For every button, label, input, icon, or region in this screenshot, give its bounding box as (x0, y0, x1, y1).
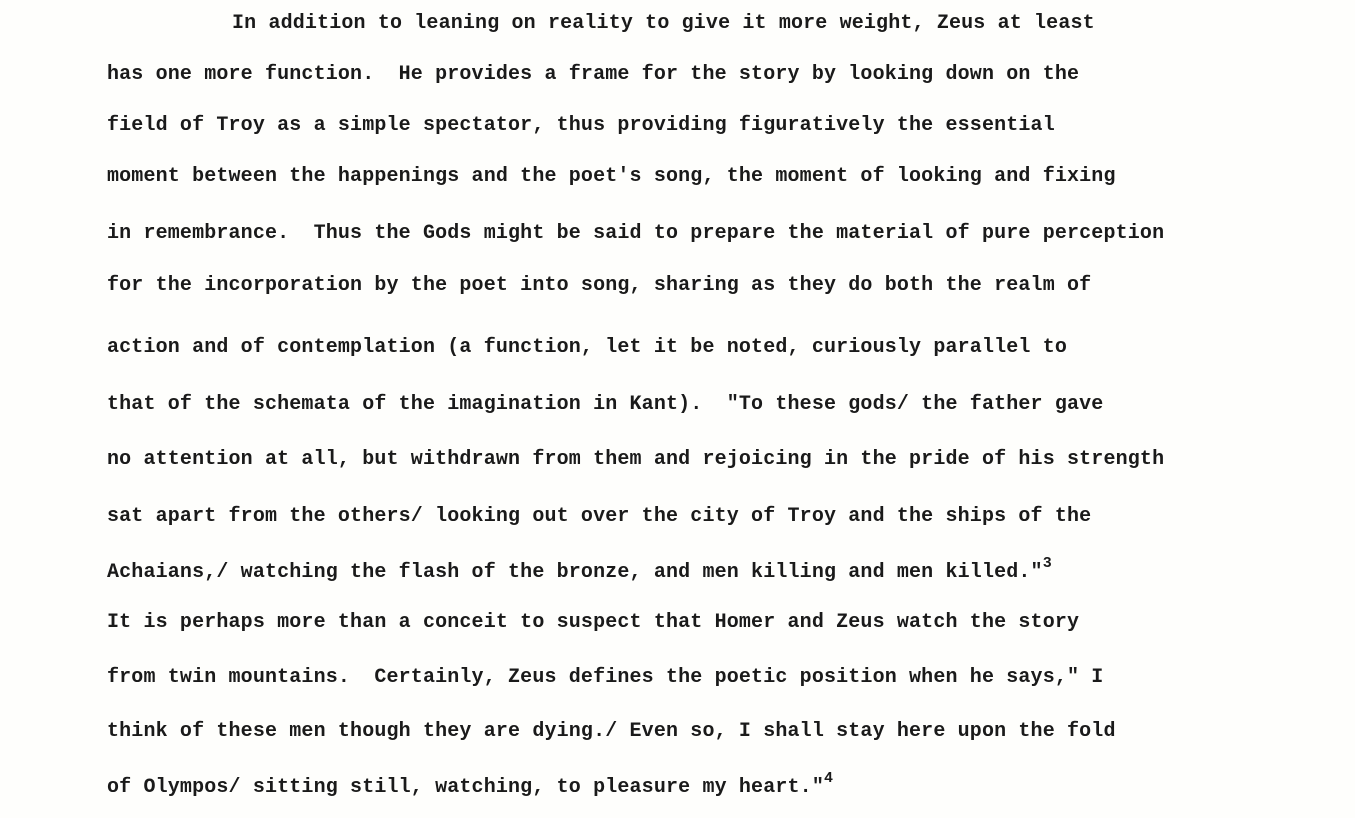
footnote-marker-3: 3 (1042, 555, 1052, 572)
text-line-7: action and of contemplation (a function, let it be noted, curiously parallel to (107, 336, 1068, 359)
text-line-15-text: of Olympos/ sitting still, watching, to pleasure my heart." (107, 776, 824, 799)
text-line-1: In addition to leaning on reality to give it more weight, Zeus at least (232, 12, 1095, 35)
text-line-2: has one more function. He provides a frame for the story by looking down on the (107, 63, 1080, 86)
text-line-13: from twin mountains. Certainly, Zeus defines the poetic position when he says," I (107, 666, 1104, 689)
text-line-6: for the incorporation by the poet into song, sharing as they do both the realm of (107, 274, 1092, 297)
text-line-9: no attention at all, but withdrawn from them and rejoicing in the pride of his strength (107, 448, 1165, 471)
text-line-12: It is perhaps more than a conceit to suspect that Homer and Zeus watch the story (107, 611, 1080, 634)
text-line-5: in remembrance. Thus the Gods might be said to prepare the material of pure perception (107, 222, 1165, 245)
footnote-marker-4: 4 (823, 770, 834, 787)
text-line-3: field of Troy as a simple spectator, thus providing figuratively the essential (107, 114, 1055, 137)
text-line-10: sat apart from the others/ looking out over the city of Troy and the ships of the (107, 505, 1092, 528)
text-line-4: moment between the happenings and the poet's song, the moment of looking and fixing (107, 165, 1116, 188)
text-line-8: that of the schemata of the imagination in Kant). "To these gods/ the father gave (107, 393, 1104, 416)
text-line-11-text: Achaians,/ watching the flash of the bronze, and men killing and men killed." (107, 561, 1043, 584)
text-line-14: think of these men though they are dying./ Even so, I shall stay here upon the fold (107, 720, 1116, 743)
text-line-15 (107, 770, 834, 801)
text-line-11 (107, 555, 1052, 586)
